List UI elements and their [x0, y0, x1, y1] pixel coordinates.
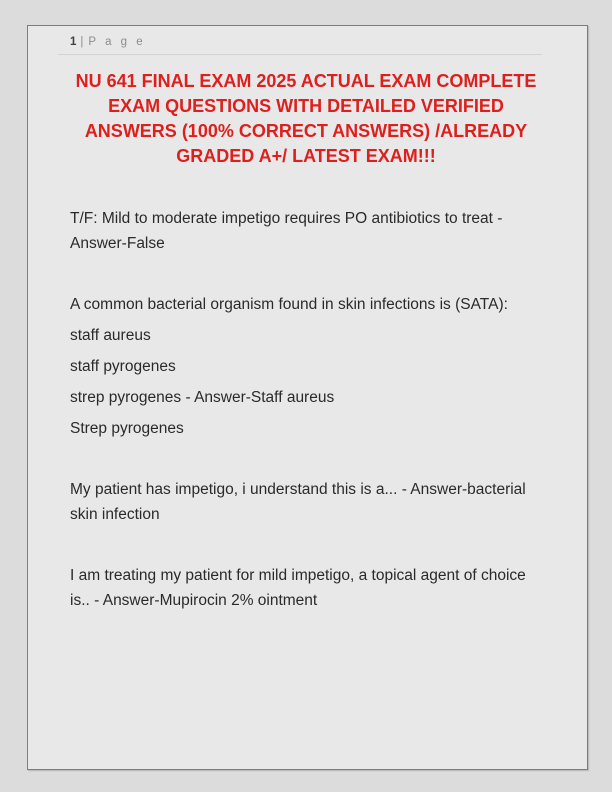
header-separator: | [80, 36, 84, 48]
answer-option-1: staff aureus [70, 327, 151, 344]
document-page [27, 25, 588, 770]
page-header [58, 36, 542, 55]
document-body [70, 206, 542, 613]
title-line-4: GRADED A+/ LATEST EXAM!!! [176, 146, 436, 166]
question-paragraph-1: T/F: Mild to moderate impetigo requires PO antibiotics to treat - Answer-False [70, 210, 503, 252]
question-paragraph-2: A common bacterial organism found in skin infections is (SATA): [70, 296, 508, 313]
question-paragraph-4: I am treating my patient for mild impetigo, a topical agent of choice is.. - Answer-Mupirocin 2% ointment [70, 567, 526, 609]
answer-option-3: strep pyrogenes - Answer-Staff aureus [70, 389, 335, 406]
answer-option-2: staff pyrogenes [70, 358, 176, 375]
question-paragraph-3: My patient has impetigo, i understand this is a... - Answer-bacterial skin infection [70, 481, 526, 523]
answer-option-4: Strep pyrogenes [70, 420, 184, 437]
page-number: 1 [70, 36, 77, 48]
paragraph-gap [70, 447, 542, 477]
title-line-2: EXAM QUESTIONS WITH DETAILED VERIFIED [108, 96, 504, 116]
title-line-3: ANSWERS (100% CORRECT ANSWERS) /ALREADY [84, 121, 528, 141]
paragraph-gap [70, 533, 542, 563]
page-label: P a g e [88, 36, 146, 48]
document-title [70, 69, 542, 169]
paragraph-gap [70, 262, 542, 292]
title-line-1: NU 641 FINAL EXAM 2025 ACTUAL EXAM COMPLETE [75, 71, 537, 91]
